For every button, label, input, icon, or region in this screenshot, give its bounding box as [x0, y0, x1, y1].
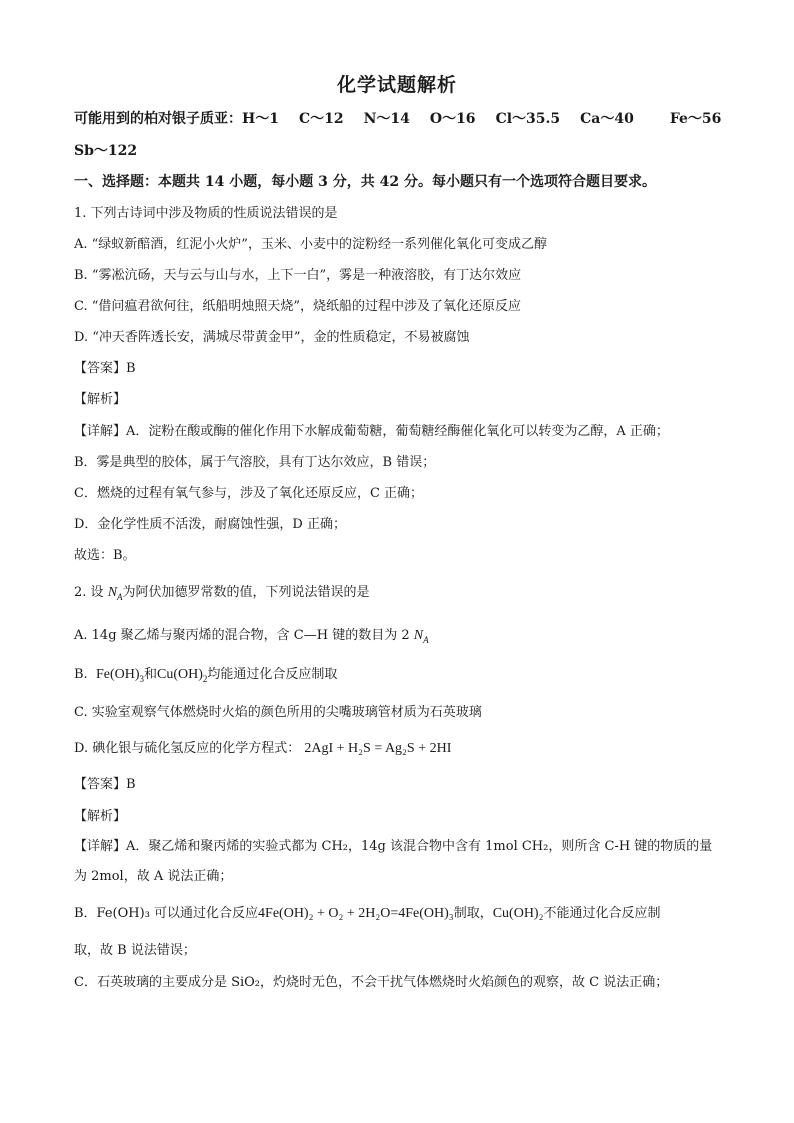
q1-stem: 1. 下列古诗词中涉及物质的性质说法错误的是	[74, 206, 338, 221]
q1-option-a: A. “绿蚁新醅酒，红泥小火炉”，玉米、小麦中的淀粉经一系列催化氧化可变成乙醇	[74, 237, 547, 252]
formula-fe-oh3: $Fe(OH)_3$	[95, 667, 144, 684]
avogadro-symbol-a: $N_A$	[413, 628, 429, 645]
q2-analysis-label: 【解析】	[74, 809, 127, 824]
page-title: 化学试题解析	[336, 74, 457, 96]
equation-fe-oh3-synthesis: 4Fe(OH)₂ + O₂ + 2H₂O=4Fe(OH)₃	[258, 906, 454, 921]
atomic-mass-sb: Sb～122	[74, 143, 138, 159]
atomic-mass-c: C～12	[298, 111, 344, 127]
q2-answer: 【答案】B	[74, 777, 136, 792]
q2-option-b: B. $Fe(OH)_3$和$Cu(OH)_2$均能通过化合反应制取	[74, 667, 338, 684]
q2-option-d: D. 碘化银与硫化氢反应的化学方程式： 2AgI + H₂S = Ag₂S + 2HI	[74, 741, 452, 756]
q2-option-a: A. 14g 聚乙烯与聚丙烯的混合物，含 C—H 键的数目为 2 $N_A$	[74, 628, 429, 645]
section-heading-choice: 一、选择题：本题共 14 小题，每小题 3 分，共 42 分。每小题只有一个选项符合题目要求。	[74, 174, 656, 190]
atomic-mass-o: O～16	[429, 111, 476, 127]
q1-option-b: B. “雾凇沆砀，天与云与山与水，上下一白”，雾是一种液溶胶，有丁达尔效应	[74, 268, 522, 283]
q1-conclusion: 故选：B。	[74, 548, 136, 563]
atomic-mass-ca: Ca～40	[580, 111, 634, 127]
atomic-mass-h: H～1	[242, 111, 279, 127]
q2-detail-c: C．石英玻璃的主要成分是 SiO₂，灼烧时无色，不会干扰气体燃烧时火焰颜色的观察，故 C 说法正确；	[74, 975, 669, 990]
q1-detail-d: D．金化学性质不活泼，耐腐蚀性强，D 正确；	[74, 517, 346, 532]
formula-cu-oh2: $Cu(OH)_2$	[157, 667, 208, 684]
q2-detail-b-line1: B．Fe(OH)₃ 可以通过化合反应4Fe(OH)₂ + O₂ + 2H₂O=4Fe(OH)₃制取，Cu(OH)₂不能通过化合反应制	[74, 906, 661, 921]
q1-detail-b: B．雾是典型的胶体，属于气溶胶，具有丁达尔效应，B 错误；	[74, 455, 436, 470]
atomic-mass-label: 可能用到的柏对银子质亚：	[74, 111, 242, 127]
avogadro-symbol: $N_A$	[107, 585, 123, 602]
q1-detail-a: 【详解】A．淀粉在酸或酶的催化作用下水解成葡萄糖，葡萄糖经酶催化氧化可以转变为乙醇，A 正确；	[74, 424, 669, 439]
q2-option-c: C. 实验室观察气体燃烧时火焰的颜色所用的尖嘴玻璃管材质为石英玻璃	[74, 705, 482, 720]
atomic-mass-line	[74, 110, 724, 128]
formula-cu-oh2-detail: Cu(OH)₂	[492, 906, 544, 921]
q2-detail-a: 【详解】A．聚乙烯和聚丙烯的实验式都为 CH₂，14g 该混合物中含有 1mol CH₂，则所含 C-H 键的物质的量为 2mol，故 A 说法正确；	[74, 839, 713, 884]
atomic-mass-n: N～14	[363, 111, 410, 127]
atomic-mass-fe: Fe～56	[669, 111, 722, 127]
equation-agi-h2s: 2AgI + H₂S = Ag₂S + 2HI	[304, 741, 452, 756]
q2-stem-prefix: 2. 设	[74, 585, 104, 600]
q1-option-d: D. “冲天香阵透长安，满城尽带黄金甲”，金的性质稳定，不易被腐蚀	[74, 330, 470, 345]
q2-stem-text: 为阿伏加德罗常数的值，下列说法错误的是	[122, 585, 370, 600]
q1-answer: 【答案】B	[74, 361, 136, 376]
q2-stem	[74, 584, 724, 606]
q2-detail-b-line2: 取，故 B 说法错误；	[74, 943, 196, 958]
q1-detail-c: C．燃烧的过程有氧气参与，涉及了氧化还原反应，C 正确；	[74, 486, 424, 501]
atomic-mass-cl: Cl～35.5	[495, 111, 561, 127]
q1-analysis-label: 【解析】	[74, 392, 127, 407]
q1-option-c: C. “借问瘟君欲何往，纸船明烛照天烧”，烧纸船的过程中涉及了氧化还原反应	[74, 299, 522, 314]
